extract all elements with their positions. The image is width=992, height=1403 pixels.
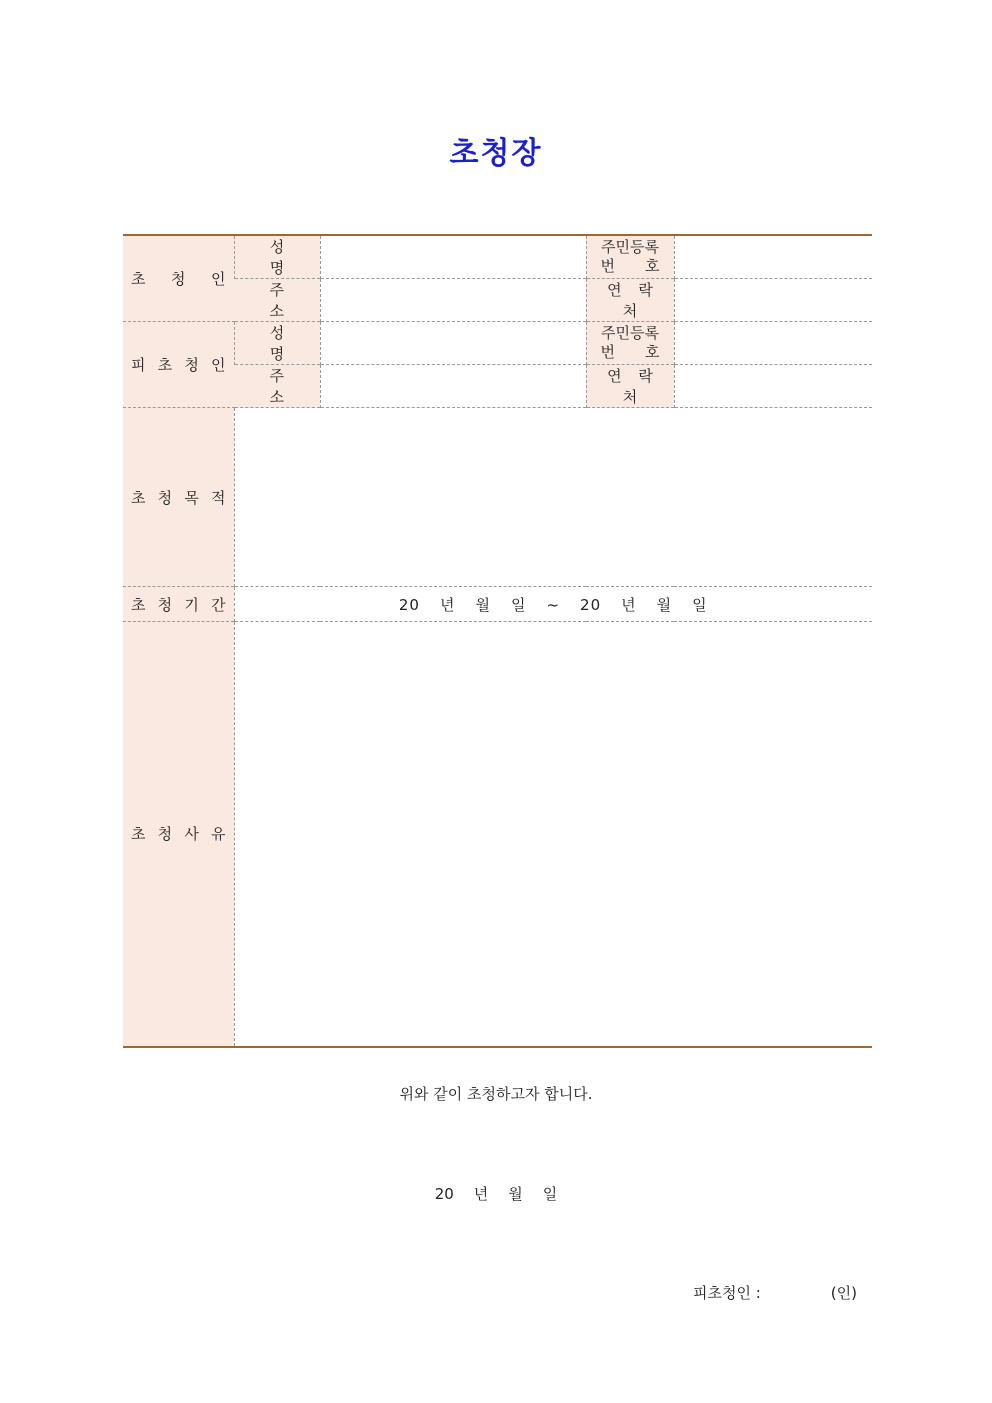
page-title: 초청장: [449, 136, 543, 171]
period-d2: 일: [692, 595, 708, 614]
inviter-address-field[interactable]: [320, 279, 586, 322]
invitee-name-label: 성 명: [234, 322, 320, 365]
seal-mark: (인): [830, 1284, 857, 1302]
inviter-contact-label: 연 락 처: [586, 279, 674, 322]
inviter-rrn-label-line1: 주민등록: [601, 238, 659, 256]
signature-label: 피초청인 :: [693, 1284, 761, 1302]
reason-field[interactable]: [234, 622, 872, 1047]
inviter-address-label: 주 소: [234, 279, 320, 322]
date-year: 20: [434, 1185, 454, 1203]
date-line: [0, 1183, 992, 1204]
period-d1: 일: [510, 595, 527, 614]
date-d: 일: [542, 1185, 558, 1203]
invitee-rrn-field[interactable]: [674, 322, 872, 365]
invitee-rrn-label-line2a: 번: [600, 343, 615, 361]
period-y2: 년: [621, 595, 637, 614]
period-m2: 월: [656, 595, 673, 614]
invitee-label: 피 초 청 인: [123, 322, 234, 408]
invitee-contact-label: 연 락 처: [586, 365, 674, 408]
period-y1: 년: [439, 595, 456, 614]
statement-text: 위와 같이 초청하고자 합니다.: [399, 1085, 593, 1103]
signature-line: [693, 1282, 857, 1303]
inviter-name-field[interactable]: [320, 235, 586, 279]
inviter-contact-field[interactable]: [674, 279, 872, 322]
purpose-field[interactable]: [234, 408, 872, 587]
inviter-label: 초 청 인: [123, 235, 234, 322]
invitee-rrn-label-line2b: 호: [645, 343, 660, 361]
inviter-rrn-field[interactable]: [674, 235, 872, 279]
date-y: 년: [473, 1185, 489, 1203]
period-label: 초 청 기 간: [123, 587, 234, 622]
invitee-rrn-label-line1: 주민등록: [601, 324, 659, 342]
period-year2: 20: [580, 595, 602, 614]
inviter-rrn-label: [586, 235, 674, 279]
inviter-name-label: 성 명: [234, 235, 320, 279]
period-field[interactable]: [234, 587, 872, 622]
invitee-contact-field[interactable]: [674, 365, 872, 408]
inviter-rrn-label-line2b: 호: [645, 257, 660, 275]
date-m: 월: [508, 1185, 523, 1203]
invitee-name-field[interactable]: [320, 322, 586, 365]
invitation-form-table: [123, 234, 872, 1048]
period-year1: 20: [398, 595, 420, 614]
period-m1: 월: [475, 595, 491, 614]
invitee-address-label: 주 소: [234, 365, 320, 408]
purpose-label: 초 청 목 적: [123, 408, 234, 587]
period-tilde: ~: [546, 595, 561, 614]
invitee-rrn-label: [586, 322, 674, 365]
invitee-address-field[interactable]: [320, 365, 586, 408]
inviter-rrn-label-line2a: 번: [600, 257, 615, 275]
reason-label: 초 청 사 유: [123, 622, 234, 1047]
